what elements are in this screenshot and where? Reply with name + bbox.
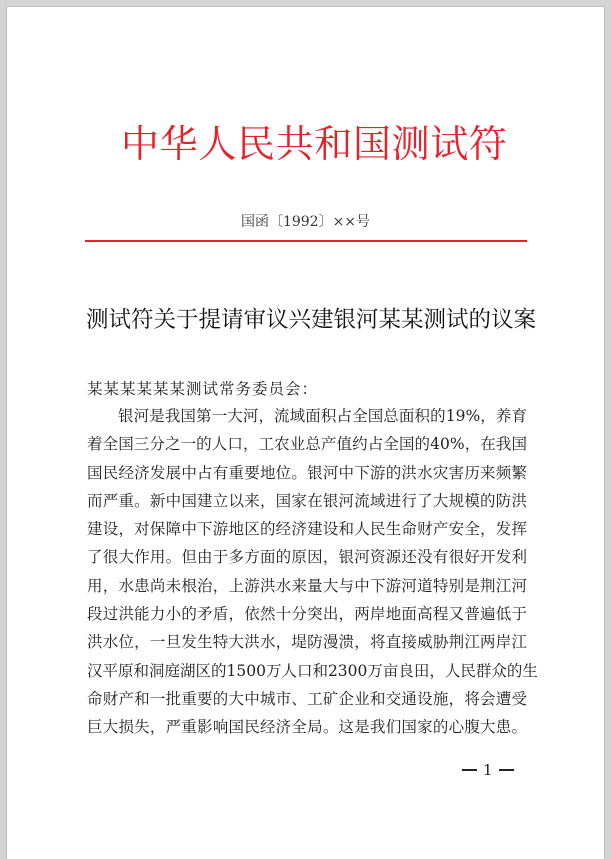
dash-right [499,769,514,771]
masthead-char: 测 [391,122,430,166]
body-line: 建设，对保障中下游地区的经济建设和人民生命财产安全，发挥 [87,520,527,539]
document-heading: 测试符关于提请审议兴建银河某某测试的议案 [86,307,537,333]
masthead-title [121,119,507,169]
dash-left [462,769,477,771]
body-line: 着全国三分之一的人口，工农业总产值约占全国的40%，在我国 [87,435,527,454]
body-line: 银河是我国第一大河，流域面积占全国总面积的19%，养育 [118,407,527,425]
salutation: 某某某某某某测试常务委员会： [87,380,319,398]
body-line: 国民经济发展中占有重要地位。银河中下游的洪水灾害历来频繁 [87,463,527,482]
masthead-char: 共 [275,122,314,166]
body-line: 段过洪能力小的矛盾，依然十分突出，两岸地面高程又普遍低于 [87,605,527,624]
masthead-char: 国 [352,122,391,166]
page-number-value: 1 [483,761,493,779]
page-number [462,760,514,780]
red-separator-line [85,240,527,242]
body-line: 命财产和一批重要的大中城市、工矿企业和交通设施，将会遭受 [87,689,527,708]
body-line: 用，水患尚未根治，上游洪水来量大与中下游河道特别是荆江河 [87,576,527,595]
body-paragraph [87,405,538,745]
masthead-char: 和 [314,122,353,166]
masthead-char: 人 [198,122,237,166]
body-line: 而严重。新中国建立以来，国家在银河流域进行了大规模的防洪 [87,491,527,510]
masthead-char: 试 [430,122,469,166]
document-number: 国函〔1992〕××号 [240,214,371,230]
body-line: 汉平原和洞庭湖区的1500万人口和2300万亩良田，人民群众的生 [87,661,538,680]
masthead-char: 符 [468,122,507,166]
masthead-char: 华 [159,122,198,166]
body-line: 洪水位，一旦发生特大洪水，堤防漫溃，将直接威胁荆江两岸江 [87,633,527,652]
masthead-char: 中 [121,122,160,166]
body-line: 巨大损失，严重影响国民经济全局。这是我们国家的心腹大患。 [87,718,527,737]
body-line: 了很大作用。但由于多方面的原因，银河资源还没有很好开发利 [87,548,527,567]
masthead-char: 民 [236,122,275,166]
